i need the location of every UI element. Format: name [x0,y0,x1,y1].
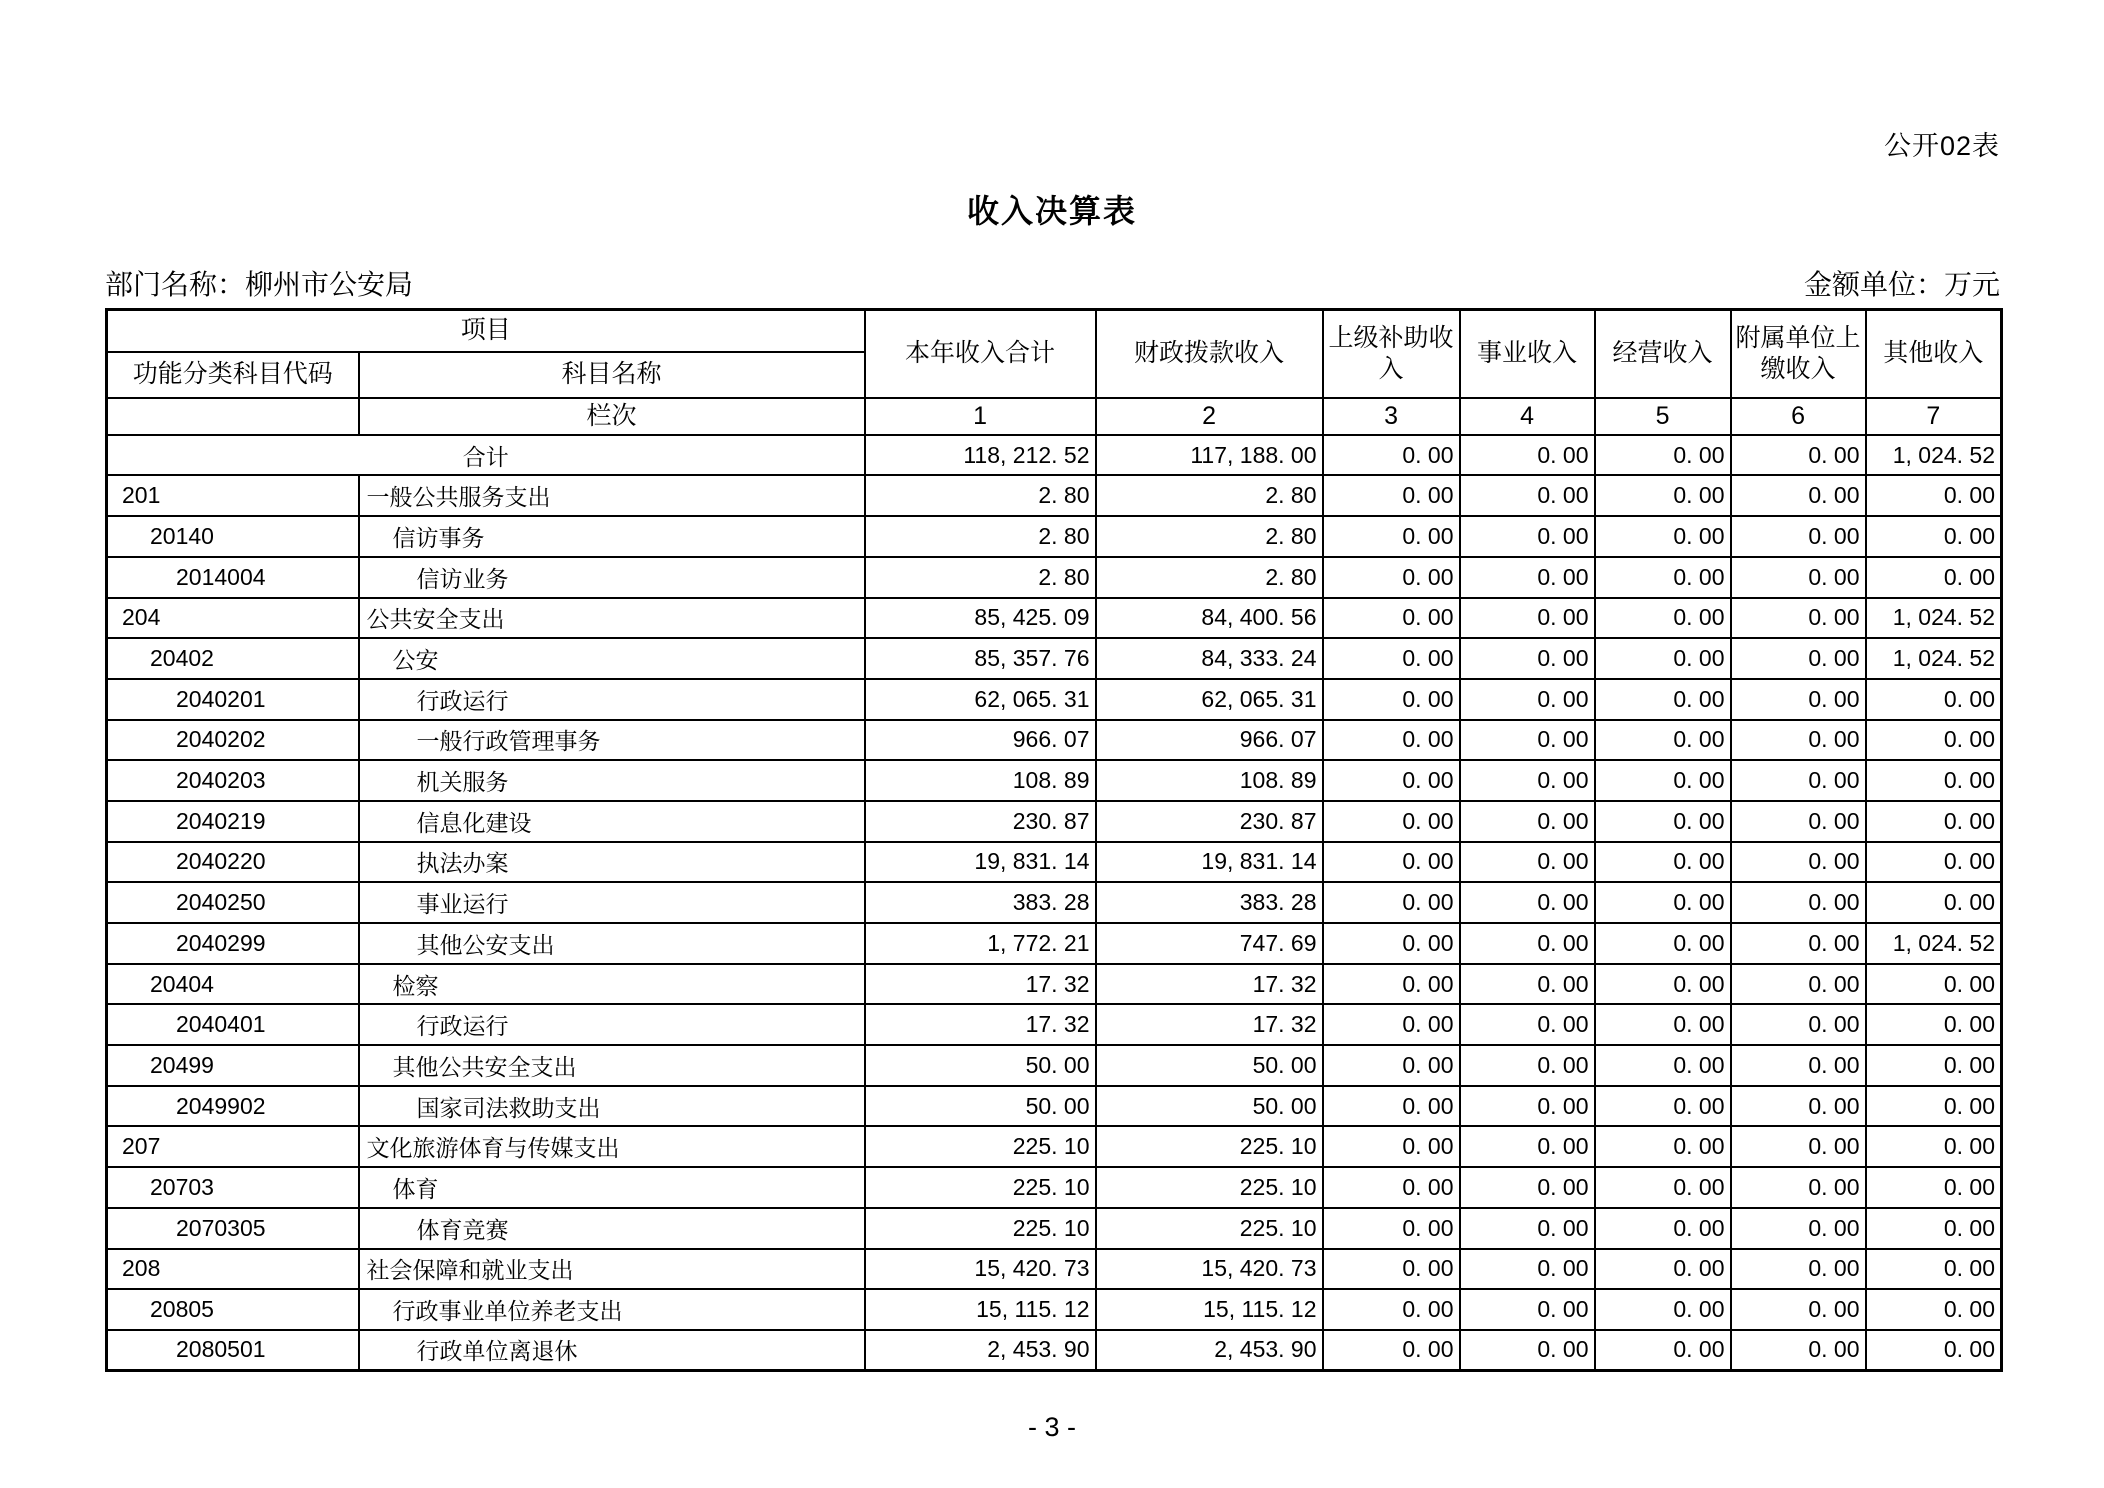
cell-value-col-1: 1, 772. 21 [865,923,1096,964]
cell-value-col-1: 15, 420. 73 [865,1249,1096,1290]
cell-value-col-6: 0. 00 [1731,1330,1866,1371]
cell-value-col-6: 0. 00 [1731,1249,1866,1290]
cell-subject-name: 一般行政管理事务 [359,720,865,761]
table-row-total [107,435,2002,476]
cell-value-col-6: 0. 00 [1731,638,1866,679]
table-row [107,720,2002,761]
revenue-final-accounts-table [105,308,2003,1372]
cell-total-label: 合计 [107,435,865,476]
cell-value-col-7: 1, 024. 52 [1866,435,2002,476]
cell-value-col-6: 0. 00 [1731,435,1866,476]
cell-subject-name: 行政单位离退休 [359,1330,865,1371]
cell-value-col-1: 225. 10 [865,1126,1096,1167]
table-body [107,435,2002,1371]
cell-value-col-7: 1, 024. 52 [1866,598,2002,639]
cell-value-col-1: 108. 89 [865,760,1096,801]
cell-subject-name: 社会保障和就业支出 [359,1249,865,1290]
cell-value-col-2: 108. 89 [1096,760,1323,801]
cell-value-col-4: 0. 00 [1460,679,1595,720]
cell-value-col-6: 0. 00 [1731,475,1866,516]
cell-value-col-6: 0. 00 [1731,1126,1866,1167]
cell-function-code: 2014004 [107,557,359,598]
cell-value-col-2: 15, 420. 73 [1096,1249,1323,1290]
cell-value-col-7: 0. 00 [1866,760,2002,801]
cell-value-col-5: 0. 00 [1595,679,1731,720]
cell-function-code: 201 [107,475,359,516]
cell-value-col-2: 50. 00 [1096,1086,1323,1127]
cell-function-code: 20499 [107,1045,359,1086]
cell-value-col-7: 0. 00 [1866,475,2002,516]
cell-value-col-3: 0. 00 [1323,964,1460,1005]
cell-value-col-4: 0. 00 [1460,882,1595,923]
cell-value-col-6: 0. 00 [1731,842,1866,883]
cell-value-col-3: 0. 00 [1323,638,1460,679]
table-row [107,923,2002,964]
cell-value-col-3: 0. 00 [1323,1249,1460,1290]
cell-value-col-6: 0. 00 [1731,516,1866,557]
cell-value-col-5: 0. 00 [1595,1004,1731,1045]
cell-value-col-2: 19, 831. 14 [1096,842,1323,883]
header-colnum-4: 4 [1460,398,1595,435]
cell-value-col-2: 84, 400. 56 [1096,598,1323,639]
cell-value-col-4: 0. 00 [1460,475,1595,516]
table-row [107,1004,2002,1045]
table-row [107,1167,2002,1208]
cell-function-code: 2040401 [107,1004,359,1045]
cell-value-col-1: 966. 07 [865,720,1096,761]
cell-value-col-2: 230. 87 [1096,801,1323,842]
header-subject-name: 科目名称 [359,352,865,398]
cell-value-col-7: 0. 00 [1866,1045,2002,1086]
table-row [107,1086,2002,1127]
cell-function-code: 20805 [107,1289,359,1330]
cell-value-col-3: 0. 00 [1323,1004,1460,1045]
cell-value-col-6: 0. 00 [1731,557,1866,598]
cell-value-col-7: 0. 00 [1866,1289,2002,1330]
table-row [107,1126,2002,1167]
header-function-code: 功能分类科目代码 [107,352,359,398]
cell-value-col-1: 225. 10 [865,1208,1096,1249]
cell-value-col-5: 0. 00 [1595,557,1731,598]
cell-function-code: 2040201 [107,679,359,720]
header-colnum-7: 7 [1866,398,2002,435]
cell-value-col-5: 0. 00 [1595,1086,1731,1127]
cell-value-col-1: 17. 32 [865,1004,1096,1045]
cell-value-col-3: 0. 00 [1323,760,1460,801]
cell-value-col-2: 2. 80 [1096,557,1323,598]
cell-subject-name: 机关服务 [359,760,865,801]
cell-value-col-7: 1, 024. 52 [1866,923,2002,964]
cell-value-col-2: 50. 00 [1096,1045,1323,1086]
cell-value-col-5: 0. 00 [1595,435,1731,476]
cell-subject-name: 事业运行 [359,882,865,923]
cell-function-code: 2049902 [107,1086,359,1127]
cell-value-col-5: 0. 00 [1595,964,1731,1005]
cell-value-col-3: 0. 00 [1323,1126,1460,1167]
cell-value-col-6: 0. 00 [1731,1208,1866,1249]
cell-value-col-1: 2. 80 [865,516,1096,557]
header-colnum-2: 2 [1096,398,1323,435]
cell-value-col-5: 0. 00 [1595,598,1731,639]
cell-value-col-2: 383. 28 [1096,882,1323,923]
cell-function-code: 2080501 [107,1330,359,1371]
table-row [107,760,2002,801]
cell-value-col-4: 0. 00 [1460,1126,1595,1167]
cell-value-col-4: 0. 00 [1460,516,1595,557]
cell-value-col-4: 0. 00 [1460,1330,1595,1371]
cell-subject-name: 行政事业单位养老支出 [359,1289,865,1330]
cell-subject-name: 一般公共服务支出 [359,475,865,516]
header-colnum-1: 1 [865,398,1096,435]
cell-value-col-4: 0. 00 [1460,760,1595,801]
cell-value-col-2: 225. 10 [1096,1126,1323,1167]
cell-value-col-1: 85, 425. 09 [865,598,1096,639]
cell-value-col-2: 747. 69 [1096,923,1323,964]
cell-value-col-2: 117, 188. 00 [1096,435,1323,476]
table-row [107,882,2002,923]
cell-subject-name: 其他公安支出 [359,923,865,964]
cell-value-col-6: 0. 00 [1731,720,1866,761]
header-row-project [107,310,2002,352]
cell-subject-name: 公共安全支出 [359,598,865,639]
cell-value-col-7: 0. 00 [1866,1167,2002,1208]
cell-value-col-4: 0. 00 [1460,1004,1595,1045]
cell-value-col-1: 15, 115. 12 [865,1289,1096,1330]
table-row [107,842,2002,883]
cell-value-col-4: 0. 00 [1460,1289,1595,1330]
cell-value-col-3: 0. 00 [1323,1289,1460,1330]
table-row [107,557,2002,598]
cell-value-col-4: 0. 00 [1460,842,1595,883]
cell-value-col-5: 0. 00 [1595,882,1731,923]
cell-function-code: 20404 [107,964,359,1005]
table-row [107,801,2002,842]
cell-value-col-3: 0. 00 [1323,1208,1460,1249]
meta-row [105,263,2000,303]
amount-unit-label: 金额单位：万元 [1803,269,2000,300]
cell-function-code: 20703 [107,1167,359,1208]
header-lanci-label: 栏次 [359,398,865,435]
cell-value-col-5: 0. 00 [1595,1330,1731,1371]
cell-value-col-2: 2. 80 [1096,475,1323,516]
cell-value-col-4: 0. 00 [1460,598,1595,639]
header-lanci-empty-cell [107,398,359,435]
cell-value-col-3: 0. 00 [1323,557,1460,598]
cell-value-col-1: 2, 453. 90 [865,1330,1096,1371]
header-col-fiscal-appropriation: 财政拨款收入 [1096,310,1323,398]
cell-value-col-4: 0. 00 [1460,1045,1595,1086]
cell-value-col-3: 0. 00 [1323,1086,1460,1127]
cell-value-col-5: 0. 00 [1595,720,1731,761]
cell-value-col-7: 0. 00 [1866,1126,2002,1167]
table-row [107,638,2002,679]
page-title: 收入决算表 [966,193,1137,229]
department-name-label: 部门名称：柳州市公安局 [105,269,414,300]
table-row [107,598,2002,639]
cell-value-col-4: 0. 00 [1460,557,1595,598]
cell-function-code: 2040219 [107,801,359,842]
cell-function-code: 2040203 [107,760,359,801]
cell-value-col-5: 0. 00 [1595,1249,1731,1290]
cell-subject-name: 信访业务 [359,557,865,598]
cell-value-col-6: 0. 00 [1731,1045,1866,1086]
cell-value-col-6: 0. 00 [1731,882,1866,923]
cell-value-col-1: 50. 00 [865,1086,1096,1127]
header-col-other-income: 其他收入 [1866,310,2002,398]
cell-subject-name: 文化旅游体育与传媒支出 [359,1126,865,1167]
cell-value-col-3: 0. 00 [1323,598,1460,639]
cell-value-col-2: 17. 32 [1096,964,1323,1005]
cell-value-col-3: 0. 00 [1323,679,1460,720]
header-colnum-3: 3 [1323,398,1460,435]
cell-value-col-4: 0. 00 [1460,923,1595,964]
cell-value-col-6: 0. 00 [1731,1289,1866,1330]
cell-value-col-7: 0. 00 [1866,516,2002,557]
cell-value-col-5: 0. 00 [1595,1126,1731,1167]
cell-function-code: 207 [107,1126,359,1167]
cell-value-col-7: 0. 00 [1866,720,2002,761]
table-row [107,516,2002,557]
cell-subject-name: 行政运行 [359,679,865,720]
cell-subject-name: 公安 [359,638,865,679]
cell-value-col-7: 0. 00 [1866,1208,2002,1249]
cell-value-col-1: 62, 065. 31 [865,679,1096,720]
cell-value-col-7: 0. 00 [1866,1330,2002,1371]
cell-value-col-1: 2. 80 [865,557,1096,598]
cell-subject-name: 检察 [359,964,865,1005]
table-row [107,475,2002,516]
cell-value-col-1: 383. 28 [865,882,1096,923]
cell-value-col-1: 17. 32 [865,964,1096,1005]
cell-value-col-4: 0. 00 [1460,435,1595,476]
cell-value-col-4: 0. 00 [1460,1167,1595,1208]
cell-value-col-2: 225. 10 [1096,1208,1323,1249]
header-col-operating-income: 经营收入 [1595,310,1731,398]
cell-value-col-4: 0. 00 [1460,1249,1595,1290]
cell-value-col-3: 0. 00 [1323,516,1460,557]
cell-value-col-3: 0. 00 [1323,1167,1460,1208]
cell-value-col-2: 17. 32 [1096,1004,1323,1045]
table-row [107,679,2002,720]
table-row [107,964,2002,1005]
cell-value-col-5: 0. 00 [1595,516,1731,557]
cell-value-col-6: 0. 00 [1731,679,1866,720]
cell-value-col-7: 0. 00 [1866,1086,2002,1127]
cell-subject-name: 体育竞赛 [359,1208,865,1249]
cell-function-code: 20140 [107,516,359,557]
cell-value-col-4: 0. 00 [1460,801,1595,842]
cell-value-col-4: 0. 00 [1460,1208,1595,1249]
cell-value-col-6: 0. 00 [1731,1086,1866,1127]
cell-value-col-7: 0. 00 [1866,1249,2002,1290]
cell-value-col-3: 0. 00 [1323,475,1460,516]
cell-subject-name: 执法办案 [359,842,865,883]
cell-value-col-2: 84, 333. 24 [1096,638,1323,679]
header-col-subordinate-remittance: 附属单位上缴收入 [1731,310,1866,398]
cell-value-col-1: 230. 87 [865,801,1096,842]
cell-value-col-1: 50. 00 [865,1045,1096,1086]
page-number: - 3 - [1027,1412,1076,1442]
cell-value-col-2: 966. 07 [1096,720,1323,761]
cell-value-col-3: 0. 00 [1323,923,1460,964]
cell-value-col-1: 85, 357. 76 [865,638,1096,679]
cell-value-col-5: 0. 00 [1595,1208,1731,1249]
cell-value-col-1: 225. 10 [865,1167,1096,1208]
cell-value-col-5: 0. 00 [1595,1167,1731,1208]
cell-value-col-3: 0. 00 [1323,1330,1460,1371]
table-row [107,1249,2002,1290]
cell-subject-name: 信息化建设 [359,801,865,842]
cell-value-col-5: 0. 00 [1595,923,1731,964]
cell-value-col-6: 0. 00 [1731,598,1866,639]
cell-function-code: 208 [107,1249,359,1290]
cell-value-col-4: 0. 00 [1460,964,1595,1005]
cell-function-code: 2040299 [107,923,359,964]
cell-value-col-5: 0. 00 [1595,801,1731,842]
cell-function-code: 2040220 [107,842,359,883]
cell-subject-name: 信访事务 [359,516,865,557]
cell-function-code: 204 [107,598,359,639]
cell-value-col-5: 0. 00 [1595,475,1731,516]
header-project: 项目 [107,310,865,352]
cell-subject-name: 行政运行 [359,1004,865,1045]
cell-value-col-1: 2. 80 [865,475,1096,516]
header-col-superior-subsidy: 上级补助收入 [1323,310,1460,398]
cell-value-col-7: 0. 00 [1866,964,2002,1005]
cell-subject-name: 其他公共安全支出 [359,1045,865,1086]
table-row [107,1330,2002,1371]
table-row [107,1045,2002,1086]
cell-function-code: 2040250 [107,882,359,923]
cell-subject-name: 体育 [359,1167,865,1208]
cell-value-col-6: 0. 00 [1731,964,1866,1005]
cell-value-col-4: 0. 00 [1460,638,1595,679]
cell-function-code: 2040202 [107,720,359,761]
cell-value-col-3: 0. 00 [1323,882,1460,923]
cell-subject-name: 国家司法救助支出 [359,1086,865,1127]
cell-value-col-6: 0. 00 [1731,1167,1866,1208]
table-row [107,1289,2002,1330]
cell-value-col-2: 2, 453. 90 [1096,1330,1323,1371]
cell-value-col-5: 0. 00 [1595,1289,1731,1330]
form-code-label: 公开02表 [1883,131,2000,161]
cell-value-col-6: 0. 00 [1731,760,1866,801]
cell-value-col-3: 0. 00 [1323,801,1460,842]
cell-value-col-3: 0. 00 [1323,435,1460,476]
table-row [107,1208,2002,1249]
cell-value-col-7: 0. 00 [1866,1004,2002,1045]
header-colnum-5: 5 [1595,398,1731,435]
cell-value-col-7: 0. 00 [1866,557,2002,598]
cell-value-col-2: 62, 065. 31 [1096,679,1323,720]
header-col-annual-total: 本年收入合计 [865,310,1096,398]
cell-value-col-7: 1, 024. 52 [1866,638,2002,679]
cell-value-col-6: 0. 00 [1731,1004,1866,1045]
header-row-column-numbers [107,398,2002,435]
cell-value-col-1: 19, 831. 14 [865,842,1096,883]
cell-value-col-7: 0. 00 [1866,679,2002,720]
cell-value-col-5: 0. 00 [1595,842,1731,883]
cell-value-col-6: 0. 00 [1731,923,1866,964]
cell-value-col-7: 0. 00 [1866,842,2002,883]
cell-value-col-2: 2. 80 [1096,516,1323,557]
cell-value-col-5: 0. 00 [1595,760,1731,801]
cell-value-col-1: 118, 212. 52 [865,435,1096,476]
cell-value-col-3: 0. 00 [1323,720,1460,761]
cell-value-col-7: 0. 00 [1866,882,2002,923]
cell-value-col-6: 0. 00 [1731,801,1866,842]
cell-value-col-7: 0. 00 [1866,801,2002,842]
cell-value-col-3: 0. 00 [1323,842,1460,883]
cell-value-col-5: 0. 00 [1595,638,1731,679]
cell-value-col-5: 0. 00 [1595,1045,1731,1086]
header-col-business-income: 事业收入 [1460,310,1595,398]
cell-value-col-4: 0. 00 [1460,720,1595,761]
cell-function-code: 2070305 [107,1208,359,1249]
cell-value-col-2: 15, 115. 12 [1096,1289,1323,1330]
cell-value-col-4: 0. 00 [1460,1086,1595,1127]
cell-value-col-2: 225. 10 [1096,1167,1323,1208]
header-colnum-6: 6 [1731,398,1866,435]
cell-value-col-3: 0. 00 [1323,1045,1460,1086]
cell-function-code: 20402 [107,638,359,679]
